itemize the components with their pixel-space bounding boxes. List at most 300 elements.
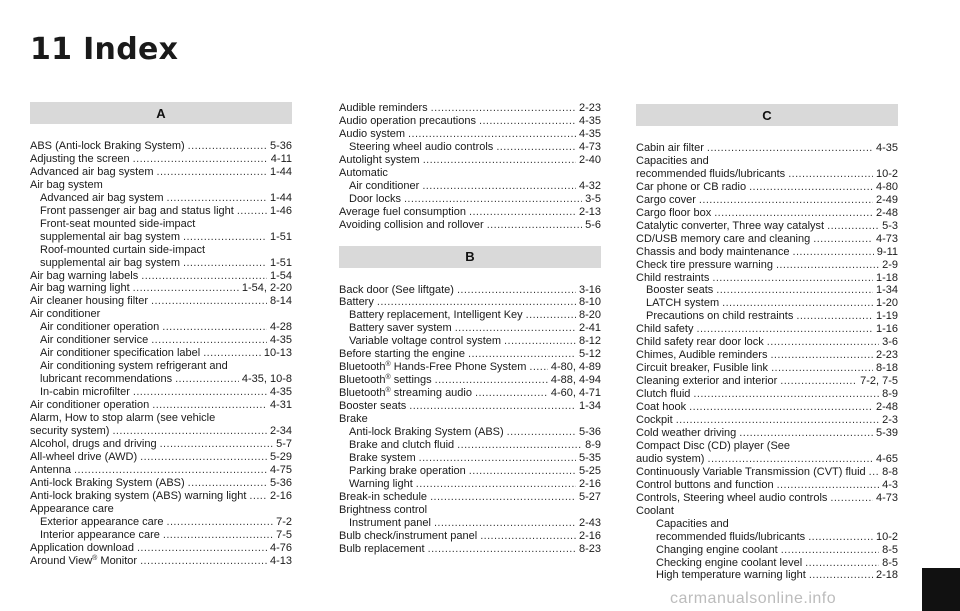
index-entry: [636, 272, 898, 285]
entry-term: Chimes, Audible reminders: [636, 349, 768, 362]
page-reference: 2-9: [882, 258, 898, 271]
leader-dots: [716, 284, 873, 297]
entry-term: Car phone or CB radio: [636, 180, 747, 193]
leader-dots: [423, 154, 576, 167]
page-reference: 1-51: [269, 230, 292, 243]
leader-dots: [788, 168, 873, 181]
index-entry: [30, 412, 292, 425]
leader-dots: [496, 141, 576, 154]
index-list-a: [30, 140, 292, 567]
page-reference: 1-16: [875, 323, 898, 336]
entry-term: Air conditioner: [349, 179, 420, 192]
page-reference: 5-12: [578, 348, 601, 361]
entry-term: In-cabin microfilter: [40, 386, 130, 399]
leader-dots: [160, 438, 274, 451]
page-reference: 5-29: [269, 450, 292, 463]
leader-dots: [151, 334, 267, 347]
entry-term: Antenna: [30, 463, 71, 476]
page-reference: 2-48: [875, 401, 898, 414]
page-reference: 5-25: [578, 464, 601, 477]
entry-term: Alcohol, drugs and driving: [30, 437, 157, 450]
page-reference: 8-10: [578, 296, 601, 309]
index-entry: [636, 220, 898, 233]
page-reference: 4-35: [269, 334, 292, 347]
page-reference: 4-75: [269, 463, 292, 476]
index-entry: [339, 348, 601, 361]
page-reference: 1-54, 2-20: [241, 282, 292, 295]
index-entry: [30, 257, 292, 270]
index-entry: [30, 438, 292, 451]
entry-term: Average fuel consumption: [339, 205, 466, 218]
entry-term: Air conditioner specification label: [40, 347, 201, 360]
leader-dots: [475, 387, 548, 400]
entry-term: Battery replacement, Intelligent Key: [349, 309, 523, 322]
page-reference: 3-16: [578, 283, 601, 296]
leader-dots: [162, 321, 267, 334]
page-reference: 2-3: [882, 414, 898, 427]
index-entry: [636, 310, 898, 323]
page-reference: 5-27: [578, 490, 601, 503]
index-entry: [636, 323, 898, 336]
section-header-a: [30, 102, 292, 124]
entry-term: Brightness control: [339, 503, 428, 516]
page-reference: 2-34: [269, 424, 292, 437]
page-reference: 2-41: [578, 322, 601, 335]
index-entry: [636, 336, 898, 349]
leader-dots: [167, 192, 267, 205]
page-reference: 1-51: [269, 256, 292, 269]
index-entry: [30, 542, 292, 555]
entry-term: Coolant: [636, 504, 674, 517]
entry-term: Roof-mounted curtain side-impact: [40, 243, 206, 256]
index-entry: [30, 360, 292, 373]
entry-term: Cargo cover: [636, 193, 696, 206]
index-entry: [30, 503, 292, 516]
page-reference: 4-65: [875, 452, 898, 465]
index-entry: [30, 347, 292, 360]
entry-term: Air bag warning labels: [30, 269, 139, 282]
index-entry: [636, 401, 898, 414]
index-entry: [636, 531, 898, 544]
leader-dots: [188, 477, 267, 490]
entry-term: Bulb replacement: [339, 542, 425, 555]
index-entry: [636, 569, 898, 582]
leader-dots: [237, 205, 267, 218]
page-reference: 5-36: [269, 140, 292, 152]
page-reference: 2-48: [875, 206, 898, 219]
page-reference: 1-44: [269, 165, 292, 178]
index-entry: [30, 153, 292, 166]
entry-term: Child restraints: [636, 271, 710, 284]
entry-term: Air bag warning light: [30, 282, 130, 295]
index-entry: [636, 453, 898, 466]
entry-term: Audible reminders: [339, 102, 428, 114]
entry-term: Child safety rear door lock: [636, 336, 764, 349]
index-column-2: [339, 102, 601, 556]
leader-dots: [796, 310, 873, 323]
entry-term: Continuously Variable Transmission (CVT) fluid: [636, 465, 866, 478]
leader-dots: [409, 400, 576, 413]
entry-term: Avoiding collision and rollover: [339, 218, 484, 231]
entry-term: Air cleaner housing filter: [30, 295, 149, 308]
leader-dots: [827, 220, 879, 233]
index-entry: [339, 284, 601, 297]
page-reference: 8-9: [882, 388, 898, 401]
entry-term: Advanced air bag system: [40, 191, 164, 204]
page-reference: 5-6: [585, 218, 601, 231]
index-entry: [339, 491, 601, 504]
index-entry: [30, 140, 292, 153]
entry-term: Anti-lock braking system (ABS) warning light: [30, 489, 247, 502]
index-entry: [30, 205, 292, 218]
entry-term: Booster seats: [339, 400, 407, 413]
index-entry: [339, 141, 601, 154]
leader-dots: [167, 516, 274, 529]
entry-term: Automatic: [339, 166, 388, 179]
index-entry: [30, 192, 292, 205]
leader-dots: [480, 530, 576, 543]
entry-term: High temperature warning light: [656, 569, 806, 582]
entry-term: Break-in schedule: [339, 490, 428, 503]
entry-term: Controls, Steering wheel audio controls: [636, 491, 828, 504]
leader-dots: [771, 362, 873, 375]
index-entry: [636, 284, 898, 297]
index-entry: [339, 465, 601, 478]
page-reference: 4-80, 4-89: [550, 361, 601, 374]
index-entry: [30, 425, 292, 438]
entry-term: Advanced air bag system: [30, 165, 154, 178]
leader-dots: [408, 128, 576, 141]
leader-dots: [676, 414, 879, 427]
page-reference: 5-39: [875, 426, 898, 439]
page-reference: 5-36: [578, 426, 601, 439]
entry-term: Audio system: [339, 127, 406, 140]
leader-dots: [404, 193, 582, 206]
leader-dots: [507, 426, 576, 439]
index-entry: [30, 464, 292, 477]
entry-term: security system): [30, 424, 110, 437]
entry-term: Capacities and: [656, 517, 729, 530]
page-reference: 4-35: [578, 127, 601, 140]
page-reference: 1-54: [269, 269, 292, 282]
page-reference: 4-60, 4-71: [550, 387, 601, 400]
index-column-3: [636, 104, 898, 582]
entry-term: Before starting the engine: [339, 348, 465, 361]
leader-dots: [133, 386, 267, 399]
leader-dots: [813, 233, 873, 246]
page-reference: 7-2, 7-5: [860, 375, 898, 388]
leader-dots: [487, 219, 582, 232]
index-entry: [339, 543, 601, 556]
entry-term: Air conditioner operation: [40, 321, 160, 334]
entry-term: recommended fluids/lubricants: [636, 167, 786, 180]
page-reference: 1-34: [578, 400, 601, 413]
index-entry: [30, 295, 292, 308]
leader-dots: [140, 451, 267, 464]
leader-dots: [714, 207, 873, 220]
leader-dots: [776, 259, 879, 272]
entry-term: Alarm, How to stop alarm (see vehicle: [30, 412, 216, 425]
leader-dots: [157, 166, 267, 179]
entry-term: Air conditioner operation: [30, 399, 150, 412]
index-entry: [636, 181, 898, 194]
section-header-c: [636, 104, 898, 126]
registered-mark: ®: [385, 374, 391, 382]
page-reference: 8-12: [578, 335, 601, 348]
index-entry: [339, 180, 601, 193]
entry-term: Air conditioner: [30, 308, 101, 321]
entry-term: Bluetooth® streaming audio: [339, 387, 472, 400]
entry-term: supplemental air bag system: [40, 256, 181, 269]
index-entry: [339, 413, 601, 426]
page-reference: 2-23: [875, 349, 898, 362]
page-reference: 4-35, 10-8: [241, 373, 292, 386]
index-entry: [636, 362, 898, 375]
leader-dots: [455, 322, 576, 335]
entry-term: Application download: [30, 541, 134, 554]
leader-dots: [249, 490, 267, 503]
index-entry: [636, 259, 898, 272]
index-entry: [339, 102, 601, 115]
leader-dots: [422, 180, 576, 193]
index-entry: [636, 155, 898, 168]
entry-term: lubricant recommendations: [40, 373, 173, 386]
index-entry: [30, 231, 292, 244]
page-reference: 8-14: [269, 295, 292, 308]
leader-dots: [416, 478, 576, 491]
leader-dots: [133, 282, 239, 295]
index-entry: [636, 544, 898, 557]
leader-dots: [504, 335, 576, 348]
leader-dots: [140, 555, 267, 568]
page-reference: 4-80: [875, 180, 898, 193]
index-entry: [30, 399, 292, 412]
index-entry: [636, 246, 898, 259]
page-reference: 1-46: [269, 204, 292, 217]
page-reference: 1-44: [269, 191, 292, 204]
page-reference: 4-28: [269, 321, 292, 334]
entry-term: Brake: [339, 413, 368, 426]
entry-term: Compact Disc (CD) player (See: [636, 439, 791, 452]
entry-term: Air conditioning system refrigerant and: [40, 360, 228, 373]
watermark: carmanualsonline.info: [670, 590, 837, 607]
page-reference: 5-7: [276, 437, 292, 450]
index-entry: [30, 555, 292, 568]
index-column-1: [30, 102, 292, 567]
leader-dots: [777, 479, 880, 492]
leader-dots: [434, 517, 576, 530]
entry-term: Checking engine coolant level: [656, 556, 803, 569]
leader-dots: [468, 348, 576, 361]
registered-mark: ®: [92, 554, 98, 562]
leader-dots: [479, 115, 576, 128]
index-entry: [636, 349, 898, 362]
section-letter: A: [156, 105, 166, 121]
index-entry: [339, 206, 601, 219]
entry-term: Back door (See liftgate): [339, 283, 454, 296]
leader-dots: [151, 295, 267, 308]
entry-term: Appearance care: [30, 502, 114, 515]
entry-term: Air bag system: [30, 178, 103, 191]
leader-dots: [805, 557, 879, 570]
entry-term: Brake system: [349, 451, 416, 464]
page-reference: 1-19: [875, 310, 898, 323]
page-reference: 10-2: [875, 530, 898, 543]
index-entry: [636, 505, 898, 518]
index-entry: [30, 321, 292, 334]
entry-term: Catalytic converter, Three way catalyst: [636, 219, 825, 232]
entry-term: All-wheel drive (AWD): [30, 450, 138, 463]
entry-term: ABS (Anti-lock Braking System): [30, 140, 185, 152]
index-entry: [30, 218, 292, 231]
index-entry: [339, 296, 601, 309]
index-entry: [339, 530, 601, 543]
leader-dots: [435, 374, 548, 387]
page-reference: 1-18: [875, 271, 898, 284]
leader-dots: [722, 297, 873, 310]
entry-term: Door locks: [349, 192, 401, 205]
entry-term: Cockpit: [636, 414, 673, 427]
section-letter: B: [465, 249, 475, 265]
leader-dots: [203, 347, 261, 360]
entry-term: Around View® Monitor: [30, 554, 138, 567]
leader-dots: [780, 375, 857, 388]
entry-term: Front-seat mounted side-impact: [40, 217, 196, 230]
entry-term: Clutch fluid: [636, 388, 691, 401]
page-reference: 4-31: [269, 399, 292, 412]
index-entry: [636, 207, 898, 220]
index-entry: [339, 167, 601, 180]
page-reference: 8-5: [882, 556, 898, 569]
index-list-c: [636, 142, 898, 582]
page-reference: 4-73: [875, 491, 898, 504]
leader-dots: [808, 531, 873, 544]
index-entry: [339, 387, 601, 400]
entry-term: Cleaning exterior and interior: [636, 375, 778, 388]
section-letter: C: [762, 107, 772, 123]
leader-dots: [457, 439, 582, 452]
leader-dots: [112, 425, 267, 438]
page-reference: 4-35: [269, 386, 292, 399]
page-reference: 8-8: [882, 465, 898, 478]
page-reference: 5-3: [882, 219, 898, 232]
index-entry: [636, 297, 898, 310]
page-reference: 4-35: [875, 142, 898, 154]
index-entry: [30, 373, 292, 386]
entry-term: Chassis and body maintenance: [636, 245, 790, 258]
page-reference: 4-13: [269, 554, 292, 567]
leader-dots: [749, 181, 873, 194]
page-reference: 2-16: [578, 529, 601, 542]
leader-dots: [183, 231, 267, 244]
index-entry: [339, 439, 601, 452]
entry-term: Precautions on child restraints: [646, 310, 794, 323]
page-reference: 8-23: [578, 542, 601, 555]
index-entry: [339, 115, 601, 128]
entry-term: Battery: [339, 296, 374, 309]
index-entry: [636, 233, 898, 246]
leader-dots: [74, 464, 267, 477]
leader-dots: [707, 453, 872, 466]
entry-term: audio system): [636, 452, 705, 465]
index-entry: [636, 168, 898, 181]
index-entry: [636, 194, 898, 207]
index-entry: [30, 270, 292, 283]
page-reference: 1-34: [875, 284, 898, 297]
leader-dots: [428, 543, 576, 556]
index-entry: [636, 492, 898, 505]
leader-dots: [689, 401, 873, 414]
index-entry: [339, 374, 601, 387]
page-reference: 4-73: [578, 140, 601, 153]
entry-term: Bulb check/instrument panel: [339, 529, 478, 542]
index-entry: [636, 375, 898, 388]
entry-term: Cabin air filter: [636, 142, 704, 154]
entry-term: Steering wheel audio controls: [349, 140, 494, 153]
leader-dots: [699, 194, 873, 207]
index-entry: [339, 193, 601, 206]
index-entry: [339, 504, 601, 517]
entry-term: Autolight system: [339, 153, 420, 166]
index-entry: [30, 477, 292, 490]
index-entry: [30, 451, 292, 464]
entry-term: Child safety: [636, 323, 694, 336]
page-reference: 4-76: [269, 541, 292, 554]
index-entry: [339, 322, 601, 335]
leader-dots: [163, 529, 273, 542]
index-list-a-continued: [339, 102, 601, 232]
index-entry: [339, 335, 601, 348]
entry-term: Check tire pressure warning: [636, 258, 773, 271]
index-entry: [636, 479, 898, 492]
entry-term: Circuit breaker, Fusible link: [636, 362, 769, 375]
page-reference: 2-18: [875, 569, 898, 582]
leader-dots: [377, 296, 576, 309]
page-reference: 4-73: [875, 232, 898, 245]
leader-dots: [183, 257, 267, 270]
index-entry: [339, 478, 601, 491]
index-entry: [636, 518, 898, 531]
entry-term: LATCH system: [646, 297, 720, 310]
leader-dots: [188, 140, 267, 153]
entry-term: Coat hook: [636, 401, 687, 414]
entry-term: Audio operation precautions: [339, 114, 476, 127]
page-reference: 7-2: [276, 515, 292, 528]
index-entry: [30, 386, 292, 399]
page-reference: 8-18: [875, 362, 898, 375]
page-reference: 3-6: [882, 336, 898, 349]
leader-dots: [696, 323, 872, 336]
registered-mark: ®: [385, 387, 391, 395]
entry-term: Air conditioner service: [40, 334, 149, 347]
index-entry: [30, 308, 292, 321]
entry-term: Capacities and: [636, 154, 709, 167]
index-entry: [339, 400, 601, 413]
index-entry: [30, 244, 292, 257]
page-reference: 8-5: [882, 543, 898, 556]
page-reference: 2-23: [578, 102, 601, 114]
registered-mark: ®: [385, 361, 391, 369]
leader-dots: [792, 246, 873, 259]
leader-dots: [707, 142, 873, 155]
page-reference: 10-13: [263, 347, 292, 360]
entry-term: Booster seats: [646, 284, 714, 297]
index-entry: [339, 452, 601, 465]
page-reference: 3-5: [585, 192, 601, 205]
index-entry: [30, 282, 292, 295]
entry-term: Anti-lock Braking System (ABS): [30, 476, 185, 489]
entry-term: Battery saver system: [349, 322, 452, 335]
